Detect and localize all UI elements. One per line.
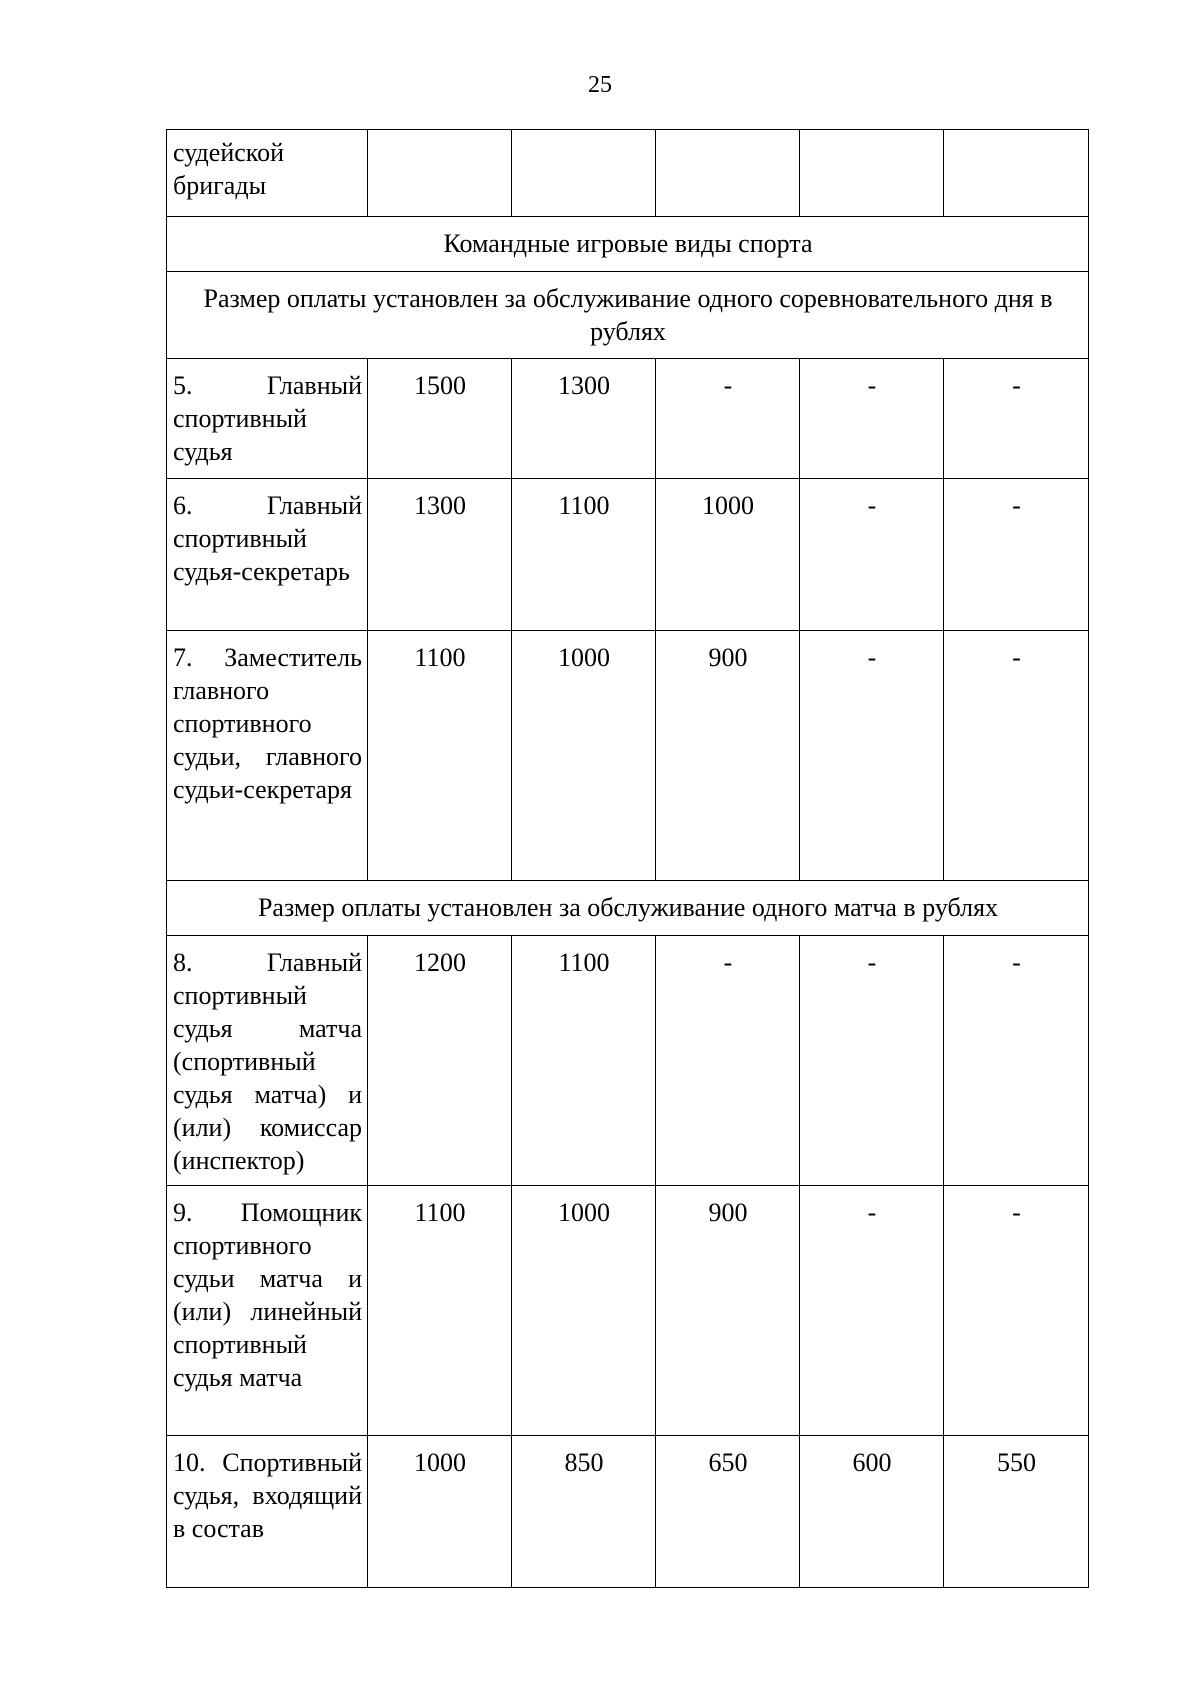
table-row [167, 631, 1089, 881]
value-cell: 1100 [512, 936, 656, 1186]
row-name: 10. Спортивный судья, входящий в состав [173, 1448, 362, 1543]
value-cell: - [944, 936, 1089, 1186]
value-cell: 600 [800, 1436, 944, 1588]
row-name-cell [167, 936, 368, 1186]
value-cell: 1000 [512, 631, 656, 881]
row-name-cell [167, 1436, 368, 1588]
value-cell: 1500 [368, 359, 512, 479]
page-number: 25 [588, 72, 612, 98]
subsection-day-header: Размер оплаты установлен за обслуживание одного соревновательного дня в рублях [167, 272, 1089, 359]
table-row [167, 936, 1089, 1186]
value-cell: 1000 [368, 1436, 512, 1588]
value-cell: 1300 [368, 479, 512, 631]
row-name-cell [167, 130, 368, 217]
value-cell: 1100 [512, 479, 656, 631]
value-cell: 650 [656, 1436, 800, 1588]
table-row [167, 1186, 1089, 1436]
value-cell: 1300 [512, 359, 656, 479]
row-name: 5. Главный спортивный судья [173, 371, 362, 466]
value-cell: - [944, 479, 1089, 631]
value-cell: - [944, 1186, 1089, 1436]
value-cell: - [944, 359, 1089, 479]
section-header-row [167, 217, 1089, 272]
value-cell: 1100 [368, 631, 512, 881]
value-cell [656, 130, 800, 217]
value-cell: - [656, 359, 800, 479]
row-name-cell [167, 631, 368, 881]
value-cell: - [800, 479, 944, 631]
table-row [167, 130, 1089, 217]
row-name: судейской бригады [173, 138, 285, 200]
value-cell: - [800, 1186, 944, 1436]
subsection-match-header: Размер оплаты установлен за обслуживание одного матча в рублях [167, 881, 1089, 936]
row-name: 8. Главный спортивный судья матча (спортивный судья матча) и (или) комиссар (инспектор) [173, 948, 362, 1175]
value-cell: 900 [656, 631, 800, 881]
table-row [167, 359, 1089, 479]
table-row [167, 1436, 1089, 1588]
value-cell [368, 130, 512, 217]
value-cell: - [800, 631, 944, 881]
section-header: Командные игровые виды спорта [167, 217, 1089, 272]
value-cell: 900 [656, 1186, 800, 1436]
value-cell: 550 [944, 1436, 1089, 1588]
referee-fee-table [166, 129, 1089, 1588]
value-cell: 1200 [368, 936, 512, 1186]
value-cell: 1000 [656, 479, 800, 631]
value-cell: - [800, 936, 944, 1186]
subsection-row [167, 881, 1089, 936]
value-cell: - [944, 631, 1089, 881]
row-name: 6. Главный спортивный судья-секретарь [173, 491, 362, 586]
row-name: 9. Помощник спортивного судьи матча и (или) линейный спортивный судья матча [173, 1198, 362, 1392]
row-name-cell [167, 1186, 368, 1436]
value-cell: 1000 [512, 1186, 656, 1436]
value-cell [800, 130, 944, 217]
value-cell: 1100 [368, 1186, 512, 1436]
row-name-cell [167, 359, 368, 479]
value-cell: 850 [512, 1436, 656, 1588]
value-cell [944, 130, 1089, 217]
value-cell: - [800, 359, 944, 479]
row-name: 7. Заместитель главного спортивного судьи, главного судьи-секретаря [173, 643, 362, 804]
value-cell [512, 130, 656, 217]
value-cell: - [656, 936, 800, 1186]
table-row [167, 479, 1089, 631]
row-name-cell [167, 479, 368, 631]
subsection-row [167, 272, 1089, 359]
